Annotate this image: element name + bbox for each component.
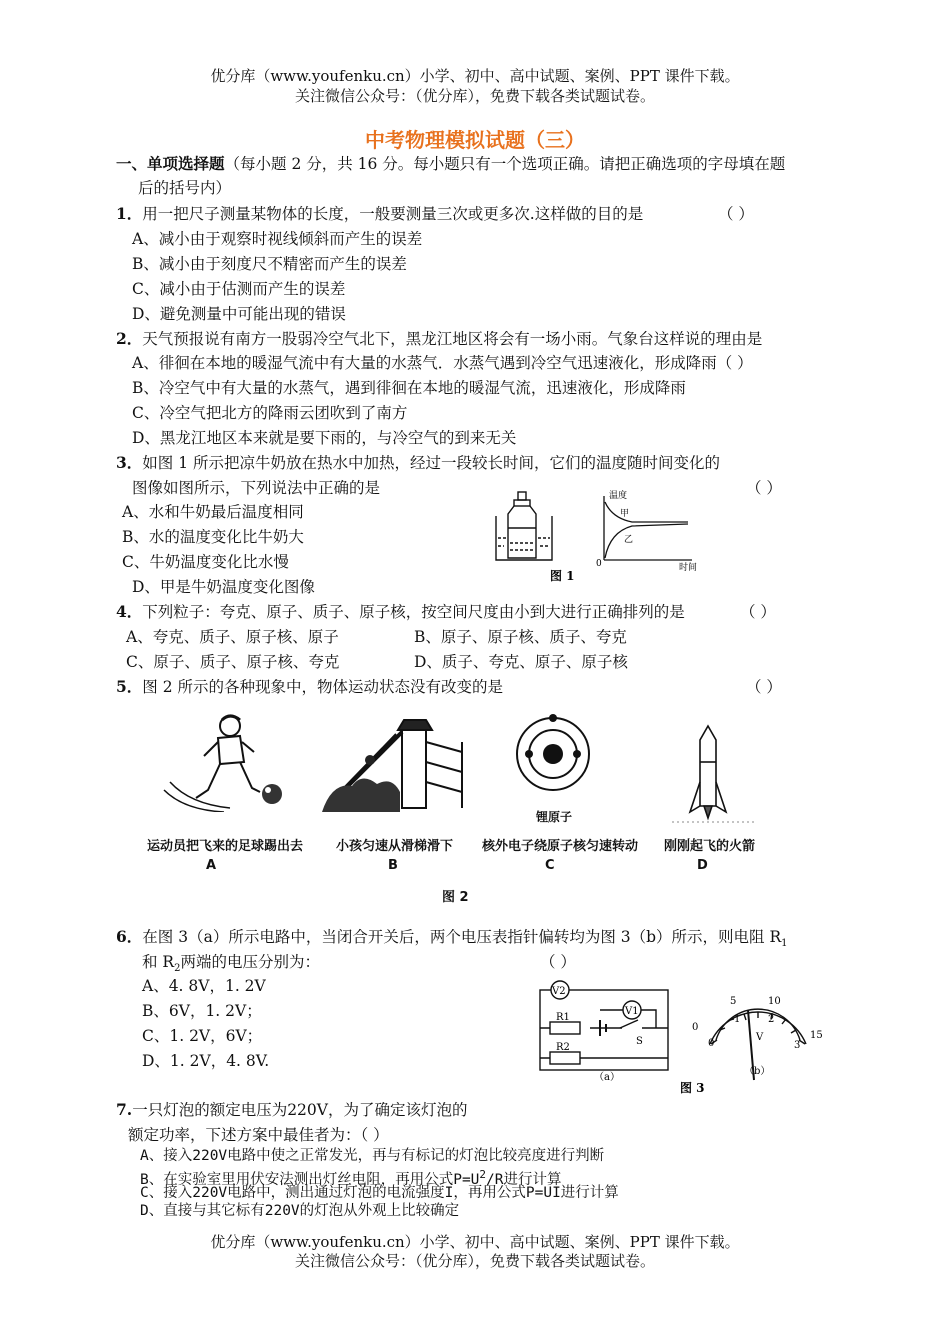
footer-line-1: 优分库（www.youfenku.cn）小学、初中、高中试题、案例、PPT 课件下载。 (210, 1233, 740, 1251)
figure-3a-label: （a） (594, 1072, 620, 1083)
q7-stem-cont: 额定功率，下述方案中最佳者为：（ ） (128, 1126, 389, 1144)
q7-stem (116, 1098, 467, 1122)
temperature-graph (604, 496, 692, 560)
figure-1-caption: 图 1 (550, 569, 575, 583)
upper-scale-0: 0 (692, 1022, 699, 1033)
ball-icon (262, 784, 282, 804)
q1-stem (116, 202, 643, 226)
lower-scale-1: 1 (734, 1014, 741, 1025)
q6-text-b1: 和 R (142, 953, 175, 971)
figure-3-caption: 图 3 (680, 1081, 705, 1095)
q1-option-c: C、减小由于估测而产生的误差 (132, 280, 346, 298)
header-line-1: 优分库（www.youfenku.cn）小学、初中、高中试题、案例、PPT 课件下载。 (210, 67, 740, 85)
r2-label: R2 (556, 1042, 570, 1053)
q5-text: 图 2 所示的各种现象中，物体运动状态没有改变的是 (142, 678, 504, 696)
q6-answer-paren: （ ） (540, 953, 576, 971)
q6-text-b2: 两端的电压分别为： (180, 953, 320, 971)
r1-label: R1 (556, 1012, 570, 1023)
panel-c-caption: 核外电子绕原子核匀速转动 (482, 839, 639, 854)
q3-number: 3． (116, 453, 143, 472)
panel-b-letter: B (388, 858, 398, 873)
q5-number: 5． (116, 677, 143, 696)
slide-icon (322, 712, 472, 812)
switch-label: S (636, 1036, 643, 1047)
q7-option-d: D、直接与其它标有220V的灯泡从外观上比较确定 (140, 1203, 460, 1219)
section-label: 一、单项选择题 (116, 154, 225, 173)
q2-option-b: B、冷空气中有大量的水蒸气，遇到徘徊在本地的暖湿气流，迅速液化，形成降雨 (132, 379, 686, 397)
q3-option-d: D、甲是牛奶温度变化图像 (132, 578, 315, 596)
bottle-in-water-icon (496, 492, 552, 560)
header-line-2: 关注微信公众号：（优分库），免费下载各类试题试卷。 (294, 87, 655, 105)
q3-stem-cont: 图像如图所示，下列说法中正确的是 (132, 479, 381, 497)
q7-number: 7. (116, 1100, 133, 1119)
q6-sub-1: 1 (781, 938, 788, 950)
page-title: 中考物理模拟试题（三） (365, 128, 585, 152)
q6-text: 在图 3（a）所示电路中，当闭合开关后，两个电压表指针偏转均为图 3（b）所示，则电阻 R (142, 928, 782, 946)
q3-option-c: C、牛奶温度变化比水慢 (122, 553, 289, 571)
upper-scale-10: 10 (768, 996, 781, 1007)
figure-3 (530, 976, 830, 1098)
football-player-icon (160, 712, 320, 812)
q2-option-c: C、冷空气把北方的降雨云团吹到了南方 (132, 404, 408, 422)
panel-d-letter: D (697, 858, 708, 873)
q7-text: 一只灯泡的额定电压为220V，为了确定该灯泡的 (132, 1101, 468, 1119)
q6-option-c: C、1. 2V，6V； (142, 1027, 263, 1045)
q3-stem (116, 451, 720, 475)
graph-x-label: 时间 (679, 563, 698, 573)
q2-text: 天气预报说有南方一股弱冷空气北下，黑龙江地区将会有一场小雨。气象台这样说的理由是 (142, 330, 763, 348)
q6-option-b: B、6V，1. 2V； (142, 1002, 262, 1020)
atom-label: 锂原子 (536, 810, 573, 824)
upper-scale-15: 15 (810, 1030, 823, 1041)
q5-stem (116, 675, 503, 699)
meter-unit: V (756, 1032, 764, 1043)
graph-y-label: 温度 (609, 491, 628, 501)
q2-stem (116, 327, 762, 351)
q1-number: 1． (116, 204, 143, 223)
graph-origin: 0 (596, 559, 602, 569)
q4-number: 4． (116, 602, 143, 621)
lower-scale-0: 0 (708, 1038, 715, 1049)
q3-text: 如图 1 所示把凉牛奶放在热水中加热，经过一段较长时间，它们的温度随时间变化的 (142, 454, 721, 472)
q2-option-a: A、徘徊在本地的暖湿气流中有大量的水蒸气．水蒸气遇到冷空气迅速液化，形成降雨（ ） (132, 354, 753, 372)
q5-answer-paren: （ ） (746, 678, 782, 696)
q4-answer-paren: （ ） (740, 603, 776, 621)
q1-text: 用一把尺子测量某物体的长度，一般要测量三次或更多次.这样做的目的是 (142, 205, 644, 223)
q4-option-c: C、原子、质子、原子核、夸克 (126, 653, 340, 671)
q7-option-b-text: B、在实验室里用伏安法测出灯丝电阻，再用公式P=U (140, 1171, 480, 1188)
q6-option-a: A、4. 8V，1. 2V (142, 977, 266, 995)
section-heading (116, 152, 785, 176)
q6-option-d: D、1. 2V，4. 8V. (142, 1052, 270, 1070)
lower-scale-2: 2 (768, 1014, 775, 1025)
footer-line-2: 关注微信公众号：（优分库），免费下载各类试题试卷。 (294, 1252, 655, 1270)
figure-1 (492, 488, 702, 588)
q4-option-a: A、夸克、质子、原子核、原子 (126, 628, 339, 646)
q1-option-d: D、避免测量中可能出现的错误 (132, 305, 346, 323)
curve-label-top: 甲 (620, 509, 630, 519)
panel-a-caption: 运动员把飞来的足球踢出去 (147, 839, 304, 854)
section-desc-cont: 后的括号内） (138, 179, 232, 197)
q2-option-d: D、黑龙江地区本来就是要下雨的，与冷空气的到来无关 (132, 429, 517, 447)
q3-option-a: A、水和牛奶最后温度相同 (122, 503, 304, 521)
q7-option-b-sup: 2 (479, 1168, 487, 1181)
figure-3b-label: （b） (744, 1066, 771, 1077)
v2-label: V2 (552, 986, 566, 997)
panel-b-caption: 小孩匀速从滑梯滑下 (336, 839, 454, 854)
q3-answer-paren: （ ） (746, 479, 782, 497)
panel-d-caption: 刚刚起飞的火箭 (664, 839, 756, 854)
figure-2-caption: 图 2 (442, 890, 469, 905)
panel-c-letter: C (545, 858, 555, 873)
lower-scale-3: 3 (794, 1040, 801, 1051)
q7-option-b-tail: /R进行计算 (486, 1171, 562, 1188)
upper-scale-5: 5 (730, 996, 737, 1007)
q2-number: 2． (116, 329, 143, 348)
curve-label-bottom: 乙 (624, 535, 634, 545)
q7-option-a: A、接入220V电路中使之正常发光，再与有标记的灯泡比较亮度进行判断 (140, 1148, 605, 1164)
q4-text: 下列粒子：夸克、原子、质子、原子核，按空间尺度由小到大进行正确排列的是 (142, 603, 685, 621)
atom-icon (508, 714, 598, 804)
panel-a-letter: A (206, 858, 217, 873)
q4-option-b: B、原子、原子核、质子、夸克 (414, 628, 627, 646)
q6-sub-2: 2 (174, 963, 181, 975)
q6-number: 6． (116, 927, 143, 946)
rocket-icon (668, 722, 758, 834)
q7-option-c: C、接入220V电路中，测出通过灯泡的电流强度I，再用公式P=UI进行计算 (140, 1185, 619, 1201)
q4-stem (116, 600, 685, 624)
q3-option-b: B、水的温度变化比牛奶大 (122, 528, 304, 546)
q1-answer-paren: （ ） (718, 205, 754, 223)
v1-label: V1 (625, 1006, 639, 1017)
q4-option-d: D、质子、夸克、原子、原子核 (414, 653, 628, 671)
section-desc: （每小题 2 分，共 16 分。每小题只有一个选项正确。请把正确选项的字母填在题 (224, 155, 786, 173)
q1-option-a: A、减小由于观察时视线倾斜而产生的误差 (132, 230, 423, 248)
q1-option-b: B、减小由于刻度尺不精密而产生的误差 (132, 255, 407, 273)
